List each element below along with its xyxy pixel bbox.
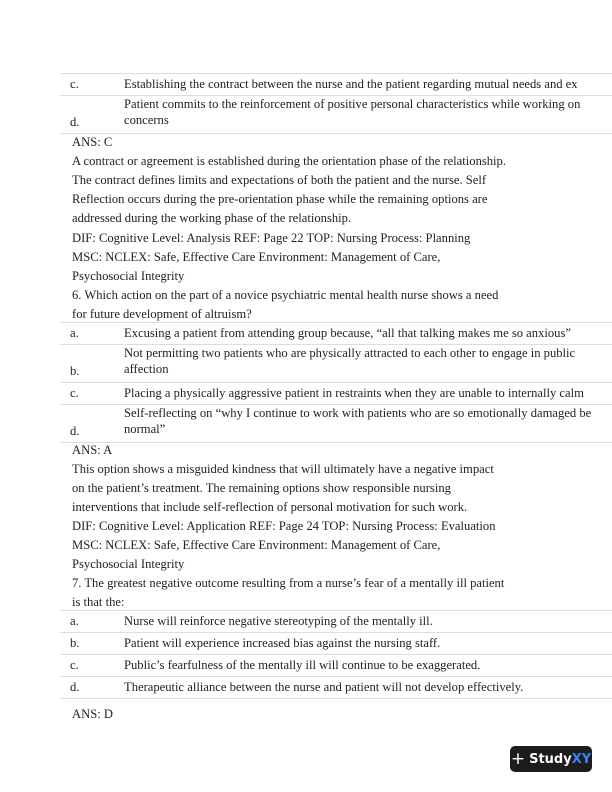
logo-text-study: Study	[529, 751, 572, 767]
question-stem: 6. Which action on the part of a novice psychiatric mental health nurse shows a need	[72, 288, 499, 302]
q6-options-table	[60, 322, 612, 443]
msc-line: Psychosocial Integrity	[72, 269, 185, 283]
option-letter: c.	[70, 658, 79, 672]
option-row	[60, 382, 612, 404]
dif-line: DIF: Cognitive Level: Application REF: Page 24 TOP: Nursing Process: Evaluation	[72, 519, 496, 533]
rationale-line: This option shows a misguided kindness that will ultimately have a negative impact	[72, 462, 494, 476]
question-stem: for future development of altruism?	[72, 307, 252, 321]
rationale-line: addressed during the working phase of the relationship.	[72, 211, 352, 225]
option-row	[60, 654, 612, 676]
option-text: Patient commits to the reinforcement of positive personal characteristics while working on concerns	[124, 97, 581, 127]
option-text: Excusing a patient from attending group because, “all that talking makes me so anxious”	[124, 326, 571, 340]
rationale-line: interventions that include self-reflection of personal motivation for such work.	[72, 500, 468, 514]
rationale-line: The contract defines limits and expectations of both the patient and the nurse. Self	[72, 173, 487, 187]
rationale-line: A contract or agreement is established during the orientation phase of the relationship.	[72, 154, 507, 168]
option-text: Therapeutic alliance between the nurse and patient will not develop effectively.	[124, 680, 524, 694]
option-row	[60, 632, 612, 654]
option-row	[60, 404, 612, 443]
option-row	[60, 676, 612, 699]
option-text: Self-reflecting on “why I continue to work with patients who are so emotionally damaged be normal”	[124, 406, 592, 436]
option-text: Patient will experience increased bias against the nursing staff.	[124, 636, 441, 650]
rationale-line: Reflection occurs during the pre-orientation phase while the remaining options are	[72, 192, 488, 206]
option-letter: c.	[70, 386, 79, 400]
answer: ANS: D	[72, 707, 113, 721]
option-row	[60, 73, 612, 95]
rationale-line: on the patient’s treatment. The remaining options show responsible nursing	[72, 481, 451, 495]
option-row	[60, 95, 612, 134]
option-text: Nurse will reinforce negative stereotyping of the mentally ill.	[124, 614, 433, 628]
option-letter: b.	[70, 636, 80, 650]
option-letter: a.	[70, 614, 79, 628]
answer: ANS: C	[72, 135, 113, 149]
option-letter: b.	[70, 364, 80, 378]
option-text: Public’s fearfulness of the mentally ill will continue to be exaggerated.	[124, 658, 481, 672]
option-text: Not permitting two patients who are physically attracted to each other to engage in public affection	[124, 346, 576, 376]
studyxy-logo[interactable]	[510, 746, 592, 772]
question-stem: is that the:	[72, 595, 125, 609]
option-letter: d.	[70, 115, 80, 129]
option-letter: c.	[70, 77, 79, 91]
option-text: Placing a physically aggressive patient in restraints when they are unable to internally calm	[124, 386, 584, 400]
option-row	[60, 322, 612, 344]
q7-options-table	[60, 610, 612, 699]
option-letter: a.	[70, 326, 79, 340]
msc-line: MSC: NCLEX: Safe, Effective Care Environment: Management of Care,	[72, 250, 441, 264]
question-stem: 7. The greatest negative outcome resulting from a nurse’s fear of a mentally ill patient	[72, 576, 505, 590]
msc-line: MSC: NCLEX: Safe, Effective Care Environment: Management of Care,	[72, 538, 441, 552]
option-row	[60, 610, 612, 632]
option-text: Establishing the contract between the nurse and the patient regarding mutual needs and ex	[124, 77, 578, 91]
answer: ANS: A	[72, 443, 113, 457]
dif-line: DIF: Cognitive Level: Analysis REF: Page 22 TOP: Nursing Process: Planning	[72, 231, 471, 245]
msc-line: Psychosocial Integrity	[72, 557, 185, 571]
option-row	[60, 344, 612, 382]
plus-icon: +	[510, 749, 526, 769]
q5-options-table	[60, 73, 612, 134]
logo-text-xy: XY	[571, 751, 592, 767]
option-letter: d.	[70, 680, 80, 694]
option-letter: d.	[70, 424, 80, 438]
